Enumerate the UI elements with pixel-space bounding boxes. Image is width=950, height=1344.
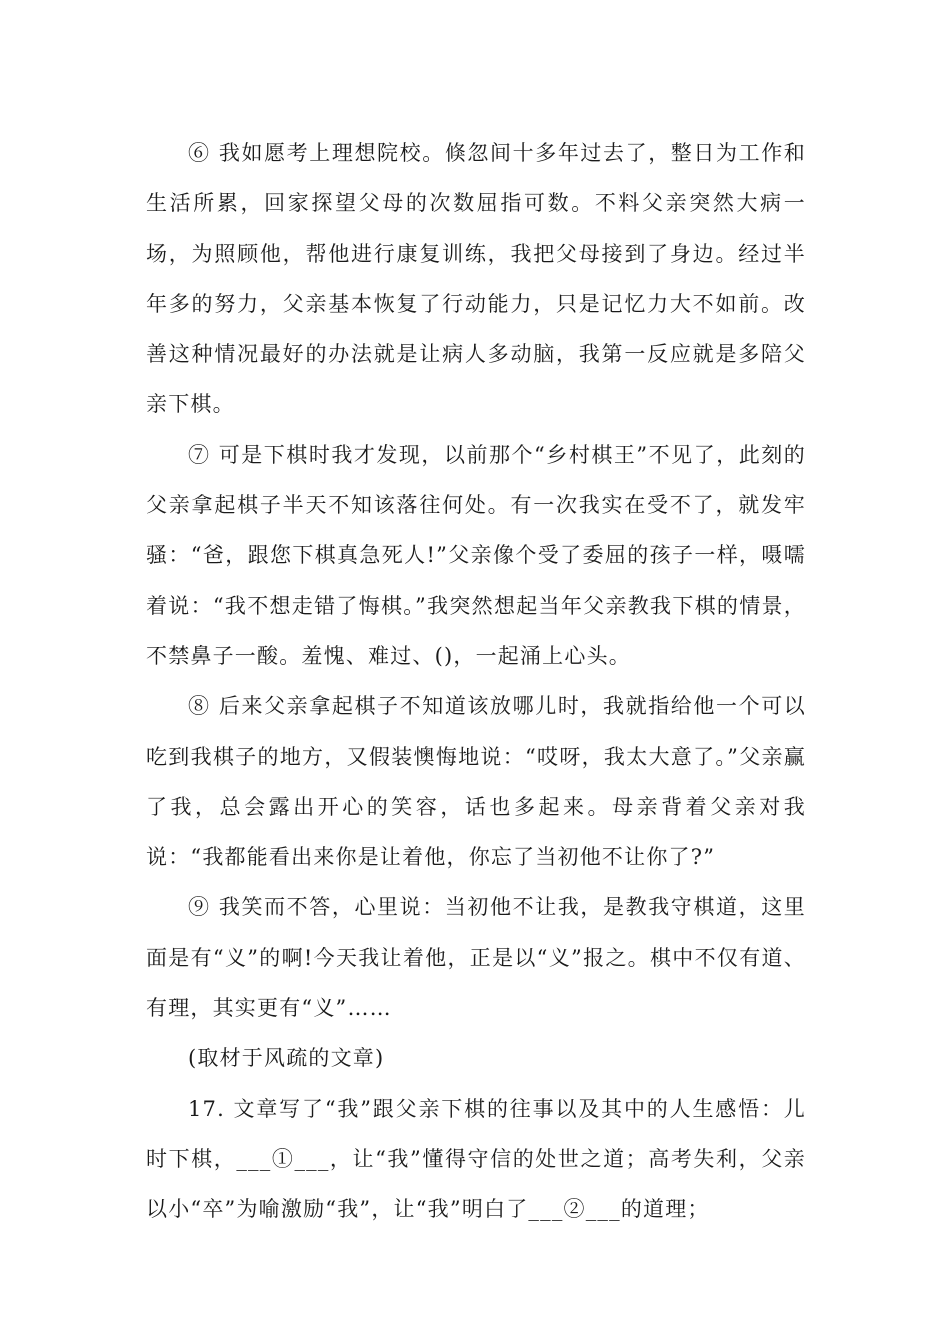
paragraph-9: ⑨ 我笑而不答，心里说：当初他不让我，是教我守棋道，这里面是有“义”的啊!今天我让着他，正是以“义”报之。棋中不仅有道、有理，其实更有“义”…… xyxy=(146,895,806,1021)
article-body xyxy=(146,128,806,1235)
paragraph-7: ⑦ 可是下棋时我才发现，以前那个“乡村棋王”不见了，此刻的父亲拿起棋子半天不知该落往何处。有一次我实在受不了，就发牢骚：“爸，跟您下棋真急死人!”父亲像个受了委屈的孩子一样，嗫嚅着说：“我不想走错了悔棋。”我突然想起当年父亲教我下棋的情景，不禁鼻子一酸。羞愧、难过、()，一起涌上心头。 xyxy=(146,442,806,668)
source-note: (取材于风疏的文章) xyxy=(188,1046,385,1071)
paragraph-8: ⑧ 后来父亲拿起棋子不知道该放哪儿时，我就指给他一个可以吃到我棋子的地方，又假装懊悔地说：“哎呀，我太大意了。”父亲赢了我，总会露出开心的笑容，话也多起来。母亲背着父亲对我说：“我都能看出来你是让着他，你忘了当初他不让你了?” xyxy=(146,694,806,870)
question-17: 17. 文章写了“我”跟父亲下棋的往事以及其中的人生感悟：儿时下棋，___①___，让“我”懂得守信的处世之道；高考失利，父亲以小“卒”为喻激励“我”，让“我”明白了___②___的道理； xyxy=(146,1096,806,1222)
paragraph-6: ⑥ 我如愿考上理想院校。倏忽间十多年过去了，整日为工作和生活所累，回家探望父母的次数屈指可数。不料父亲突然大病一场，为照顾他，帮他进行康复训练，我把父母接到了身边。经过半年多的努力，父亲基本恢复了行动能力，只是记忆力大不如前。改善这种情况最好的办法就是让病人多动脑，我第一反应就是多陪父亲下棋。 xyxy=(146,141,806,417)
